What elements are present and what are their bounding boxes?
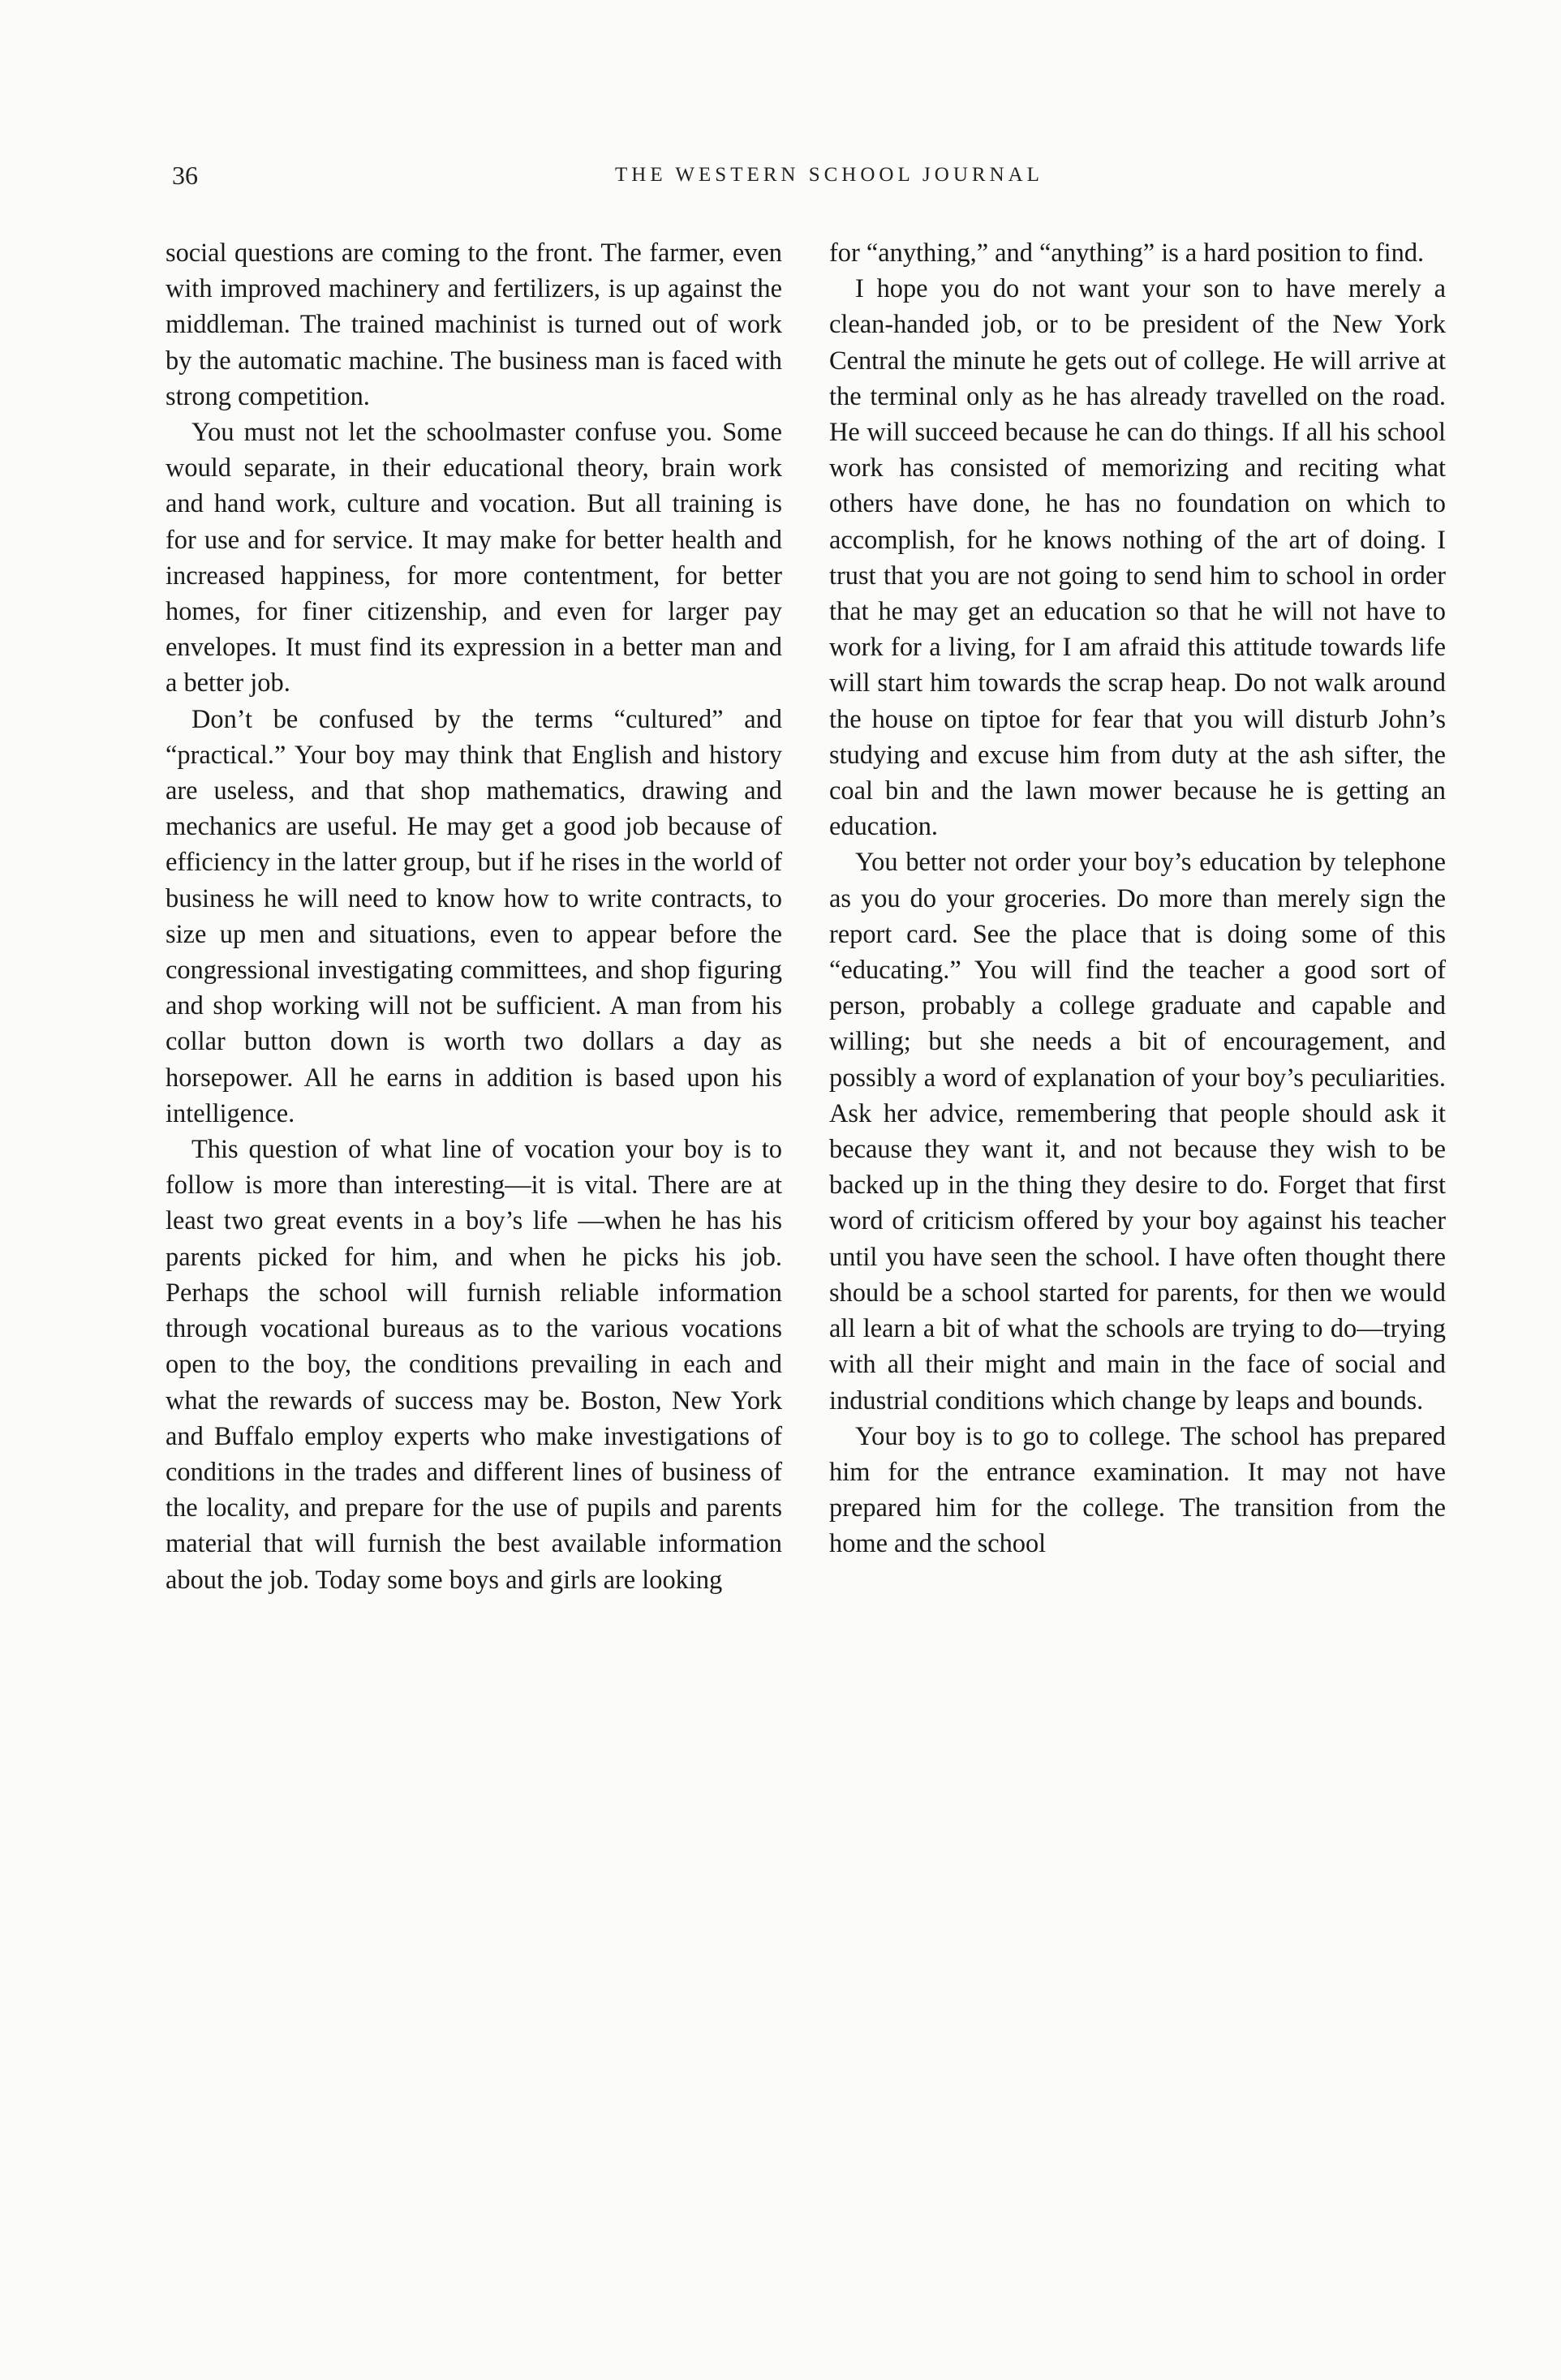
- paragraph: social questions are coming to the front. The farmer, even with improved machinery and fertilizers, is up against the middleman. The trained machinist is turned out of work by the automatic machine. The business man is faced with strong competition.: [166, 238, 782, 411]
- paragraph: I hope you do not want your son to have merely a clean-handed job, or to be president of the New York Central the minute he gets out of college. He will arrive at the terminal only as he has already travelled on the road. He will succeed because he can do things. If all his school work has consisted of memorizing and reciting what others have done, he has no foundation on which to accomplish, for he knows nothing of the art of doing. I trust that you are not going to send him to school in order that he may get an education so that he will not have to work for a living, for I am afraid this attitude towards life will start him towards the scrap heap. Do not walk around the house on tiptoe for fear that you will disturb John’s studying and excuse him from duty at the ash sifter, the coal bin and the lawn mower because he is getting an education.: [829, 274, 1446, 842]
- page-number: 36: [172, 161, 198, 190]
- running-head: [172, 161, 1486, 193]
- paragraph: Your boy is to go to college. The school has prepared him for the entrance examination. It may not have prepared him for the college. The transition from the home and the school: [829, 1421, 1446, 1559]
- paragraph: for “anything,” and “anything” is a hard position to find.: [829, 238, 1425, 268]
- paragraph: You better not order your boy’s education by telephone as you do your groceries. Do more than merely sign the report card. See the place that is doing some of this “educating.” You will find the teacher a good sort of person, probably a college graduate and capable and willing; but she needs a bit of encouragement, and possibly a word of explanation of your boy’s peculiarities. Ask her advice, remembering that people should ask it because they want it, and not because they wish to be backed up in the thing they desire to do. Forget that first word of criticism offered by your boy against his teacher until you have seen the school. I have often thought there should be a school started for parents, for then we would all learn a bit of what the schools are trying to do—trying with all their might and main in the face of social and industrial conditions which change by leaps and bounds.: [829, 848, 1446, 1416]
- paragraph: This question of what line of vocation your boy is to follow is more than interesting—it is vital. There are at least two great events in a boy’s life —when he has his parents picked for him, and when he picks his job. Perhaps the school will furnish reliable information through vocational bureaus as to the various vocations open to the boy, the conditions prevailing in each and what the rewards of success may be. Boston, New York and Buffalo employ experts who make investigations of conditions in the trades and different lines of business of the locality, and prepare for the use of pupils and parents material that will furnish the best available information about the job. Today some boys and girls are looking: [166, 1135, 782, 1595]
- paragraph: Don’t be confused by the terms “cultured” and “practical.” Your boy may think that English and history are useless, and that shop mathematics, drawing and mechanics are useful. He may get a good job because of efficiency in the latter group, but if he rises in the world of business he will need to know how to write contracts, to size up men and situations, even to appear before the congressional investigating committees, and shop figuring and shop working will not be sufficient. A man from his collar button down is worth two dollars a day as horsepower. All he earns in addition is based upon his intelligence.: [166, 704, 782, 1128]
- left-column: [166, 235, 782, 1598]
- journal-title: THE WESTERN SCHOOL JOURNAL: [615, 164, 1043, 186]
- right-column: [829, 235, 1446, 1562]
- paragraph: You must not let the schoolmaster confuse you. Some would separate, in their educational theory, brain work and hand work, culture and vocation. But all training is for use and for service. It may make for better health and increased happiness, for more contentment, for better homes, for finer citizenship, and even for larger pay envelopes. It must find its expression in a better man and a better job.: [166, 418, 782, 698]
